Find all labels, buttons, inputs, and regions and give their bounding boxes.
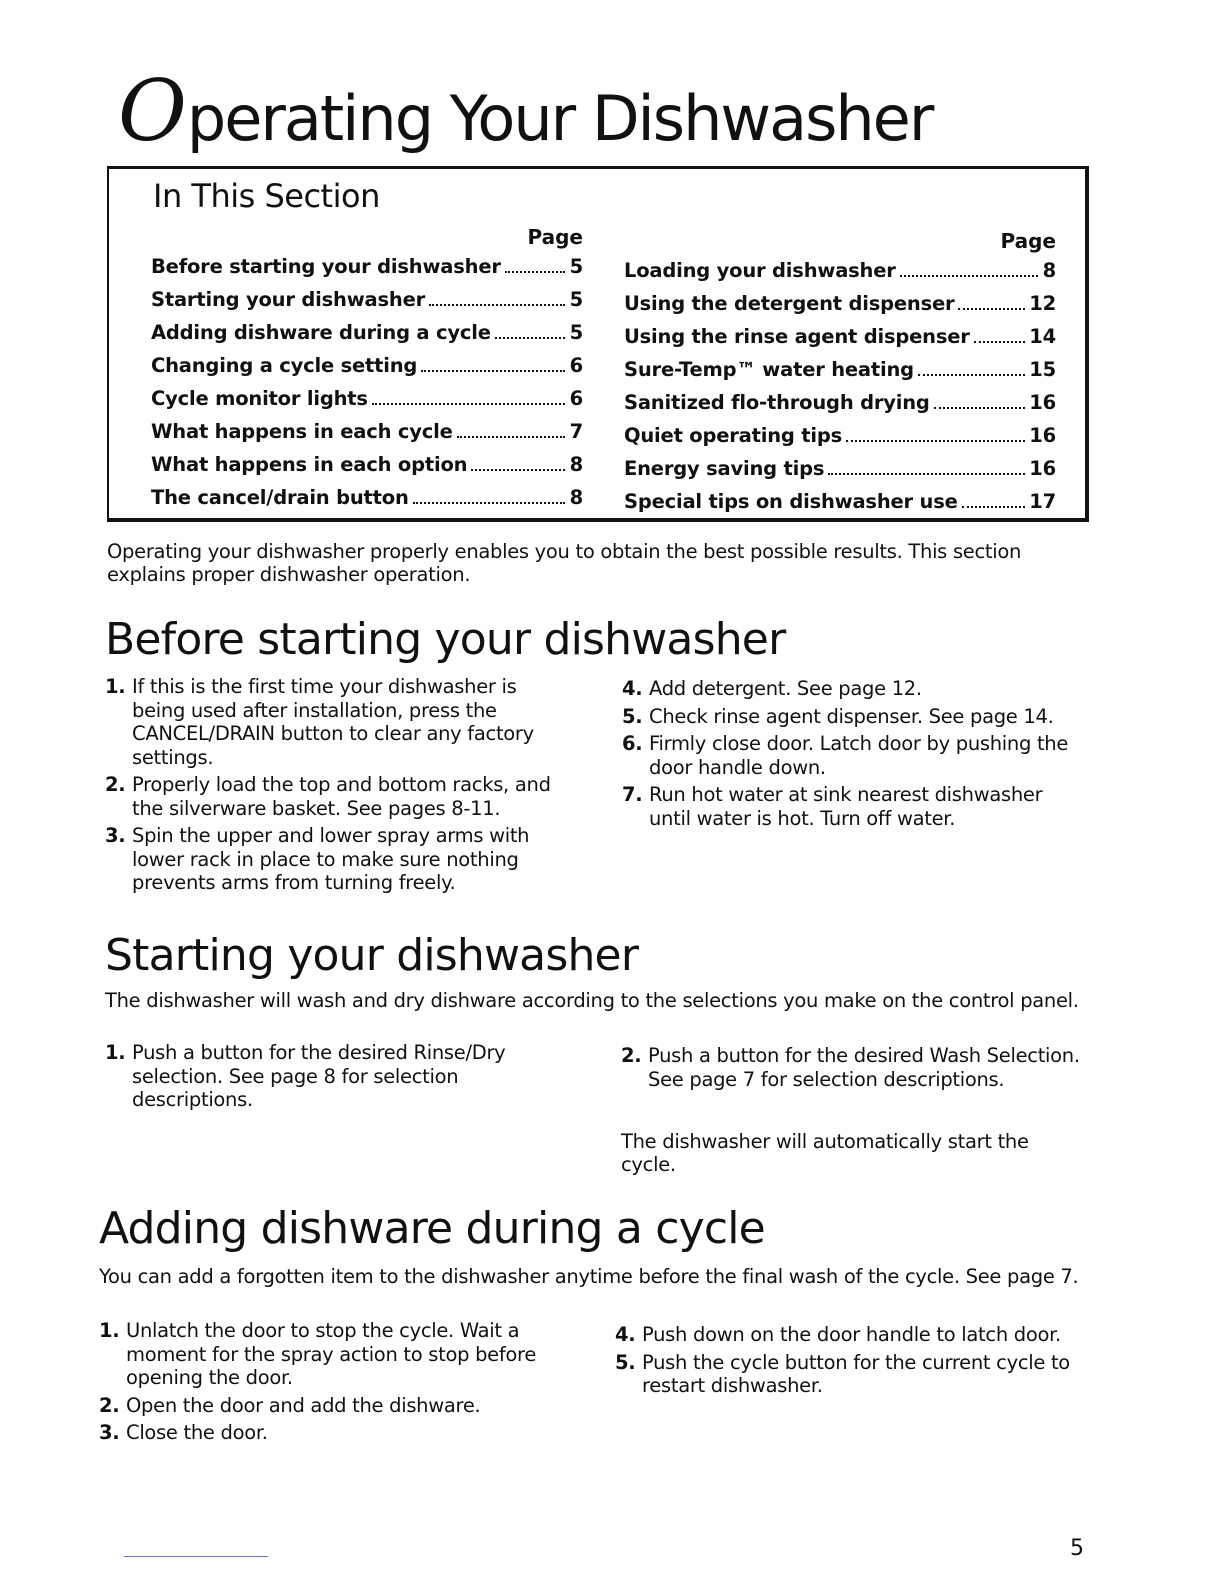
- step-text: Check rinse agent dispenser. See page 14.: [649, 704, 1054, 728]
- before-starting-steps-left: [105, 675, 575, 899]
- before-starting-steps-right: [622, 677, 1082, 834]
- toc-leader-dots: [974, 341, 1026, 343]
- toc-item: [151, 453, 583, 486]
- toc-item: [624, 259, 1056, 292]
- toc-leader-dots: [429, 304, 565, 306]
- toc-item-page: 16: [1029, 457, 1056, 480]
- starting-note: The dishwasher will automatically start the cycle.: [621, 1130, 1029, 1176]
- toc-item-page: 5: [569, 288, 583, 311]
- step-number: 2.: [99, 1393, 120, 1417]
- step-text: Push down on the door handle to latch door.: [642, 1323, 1061, 1346]
- toc-item: [151, 420, 583, 453]
- starting-intro: The dishwasher will wash and dry dishware according to the selections you make on the control panel.: [105, 989, 1079, 1012]
- before-starting-heading: Before starting your dishwasher: [105, 614, 786, 665]
- footer-rule: [124, 1556, 268, 1557]
- step-text: Unlatch the door to stop the cycle. Wait a moment for the spray action to stop before opening the door.: [126, 1319, 537, 1389]
- toc-item-label: Cycle monitor lights: [151, 387, 368, 410]
- step-text: Push the cycle button for the current cycle to restart dishwasher.: [642, 1350, 1070, 1397]
- title-rest: perating Your Dishwasher: [186, 82, 933, 155]
- toc-item-page: 15: [1029, 358, 1056, 381]
- in-this-section-box: [107, 166, 1089, 522]
- toc-item-label: Loading your dishwasher: [624, 259, 896, 282]
- step-number: 4.: [615, 1323, 636, 1346]
- toc-item-page: 6: [569, 387, 583, 410]
- toc-leader-dots: [421, 370, 565, 372]
- step-number: 2.: [621, 1044, 642, 1067]
- adding-heading: Adding dishware during a cycle: [99, 1203, 765, 1254]
- list-item: [99, 1421, 579, 1445]
- toc-item-label: Quiet operating tips: [624, 424, 843, 447]
- list-item: [99, 1319, 579, 1390]
- toc-item: [624, 424, 1056, 457]
- toc-item-label: Using the detergent dispenser: [624, 292, 955, 315]
- adding-intro: You can add a forgotten item to the dishwasher anytime before the final wash of the cycle. See page 7.: [99, 1265, 1079, 1288]
- toc-item-page: 17: [1029, 490, 1056, 513]
- toc-page-header: Page: [1000, 229, 1056, 253]
- section-intro: Operating your dishwasher properly enables you to obtain the best possible results. This section explains proper dishwasher operation.: [107, 540, 1022, 586]
- toc-item-label: Sanitized flo-through drying: [624, 391, 930, 414]
- toc-item-page: 5: [569, 255, 583, 278]
- title-initial: O: [118, 62, 187, 160]
- step-number: 5.: [622, 704, 643, 728]
- toc-item: [151, 255, 583, 288]
- toc-leader-dots: [846, 440, 1025, 442]
- list-item: [99, 1394, 579, 1418]
- toc-leader-dots: [828, 473, 1025, 475]
- toc-leader-dots: [495, 337, 565, 339]
- toc-leader-dots: [471, 469, 565, 471]
- step-text: Add detergent. See page 12.: [649, 677, 922, 700]
- step-text: Properly load the top and bottom racks, and the silverware basket. See pages 8-11.: [132, 773, 551, 820]
- list-item: [105, 675, 575, 769]
- starting-steps-left: [105, 1041, 565, 1116]
- toc-item-label: The cancel/drain button: [151, 486, 409, 509]
- step-number: 3.: [99, 1421, 120, 1444]
- toc-item-page: 6: [569, 354, 583, 377]
- list-item: [615, 1351, 1095, 1398]
- adding-steps-right: [615, 1323, 1095, 1402]
- toc-leader-dots: [457, 436, 565, 438]
- step-text: Spin the upper and lower spray arms with lower rack in place to make sure nothing prevents arms from turning freely.: [132, 824, 530, 894]
- toc-item: [624, 358, 1056, 391]
- list-item: [622, 783, 1082, 830]
- list-item: [621, 1044, 1081, 1091]
- in-this-section-heading: In This Section: [153, 177, 380, 215]
- list-item: [615, 1323, 1095, 1347]
- toc-item: [151, 486, 583, 519]
- toc-leader-dots: [505, 271, 565, 273]
- step-number: 3.: [105, 824, 126, 847]
- page-number: 5: [1070, 1536, 1084, 1561]
- toc-item-label: Changing a cycle setting: [151, 354, 418, 377]
- step-number: 6.: [622, 732, 643, 755]
- toc-item: [624, 457, 1056, 490]
- toc-leader-dots: [372, 403, 565, 405]
- toc-item-page: 8: [1042, 259, 1056, 282]
- toc-right-column: [624, 225, 1056, 523]
- toc-item-label: Starting your dishwasher: [151, 288, 426, 311]
- step-text: Close the door.: [126, 1421, 268, 1444]
- list-item: [105, 1041, 565, 1112]
- toc-item: [624, 292, 1056, 325]
- step-number: 1.: [105, 1041, 126, 1064]
- step-text: Open the door and add the dishware.: [126, 1393, 481, 1417]
- step-text: Push a button for the desired Wash Selection. See page 7 for selection descriptions.: [648, 1044, 1080, 1091]
- step-number: 4.: [622, 677, 643, 700]
- toc-item-page: 5: [569, 321, 583, 344]
- list-item: [622, 705, 1082, 729]
- toc-leader-dots: [958, 308, 1025, 310]
- toc-item-label: Adding dishware during a cycle: [151, 321, 491, 344]
- toc-item-label: Before starting your dishwasher: [151, 255, 501, 278]
- step-number: 2.: [105, 773, 126, 796]
- toc-item: [624, 325, 1056, 358]
- toc-item-page: 16: [1029, 391, 1056, 414]
- toc-leader-dots: [962, 506, 1026, 508]
- step-text: If this is the first time your dishwasher is being used after installation, press the CANCEL/DRAIN button to clear any factory settings.: [132, 675, 534, 769]
- toc-item: [624, 391, 1056, 424]
- toc-item: [624, 490, 1056, 523]
- toc-left-column: [151, 225, 583, 519]
- toc-leader-dots: [918, 374, 1025, 376]
- toc-item-page: 12: [1029, 292, 1056, 315]
- adding-steps-left: [99, 1319, 579, 1449]
- step-number: 7.: [622, 783, 643, 806]
- step-number: 1.: [99, 1319, 120, 1342]
- list-item: [622, 732, 1082, 779]
- toc-item-page: 16: [1029, 424, 1056, 447]
- starting-steps-right: [621, 1044, 1081, 1095]
- list-item: [105, 824, 575, 895]
- toc-leader-dots: [900, 275, 1038, 277]
- toc-leader-dots: [934, 407, 1026, 409]
- toc-page-header: Page: [527, 225, 583, 249]
- step-number: 1.: [105, 675, 126, 698]
- toc-item: [151, 288, 583, 321]
- step-number: 5.: [615, 1350, 636, 1374]
- toc-item-page: 8: [569, 486, 583, 509]
- toc-item-label: Sure-Temp™ water heating: [624, 358, 914, 381]
- toc-item-page: 7: [569, 420, 583, 443]
- toc-item-page: 14: [1029, 325, 1056, 348]
- toc-item-label: What happens in each cycle: [151, 420, 453, 443]
- list-item: [105, 773, 575, 820]
- toc-item-label: Energy saving tips: [624, 457, 825, 480]
- toc-item-label: Using the rinse agent dispenser: [624, 325, 970, 348]
- toc-item-label: Special tips on dishwasher use: [624, 490, 958, 513]
- step-text: Firmly close door. Latch door by pushing the door handle down.: [649, 732, 1069, 779]
- toc-item-page: 8: [569, 453, 583, 476]
- page-title: [118, 62, 932, 160]
- starting-heading: Starting your dishwasher: [105, 930, 639, 981]
- step-text: Push a button for the desired Rinse/Dry selection. See page 8 for selection descriptions.: [132, 1041, 506, 1111]
- list-item: [622, 677, 1082, 701]
- toc-item-label: What happens in each option: [151, 453, 468, 476]
- toc-item: [151, 321, 583, 354]
- step-text: Run hot water at sink nearest dishwasher until water is hot. Turn off water.: [649, 783, 1043, 830]
- toc-leader-dots: [413, 502, 565, 504]
- toc-item: [151, 387, 583, 420]
- toc-item: [151, 354, 583, 387]
